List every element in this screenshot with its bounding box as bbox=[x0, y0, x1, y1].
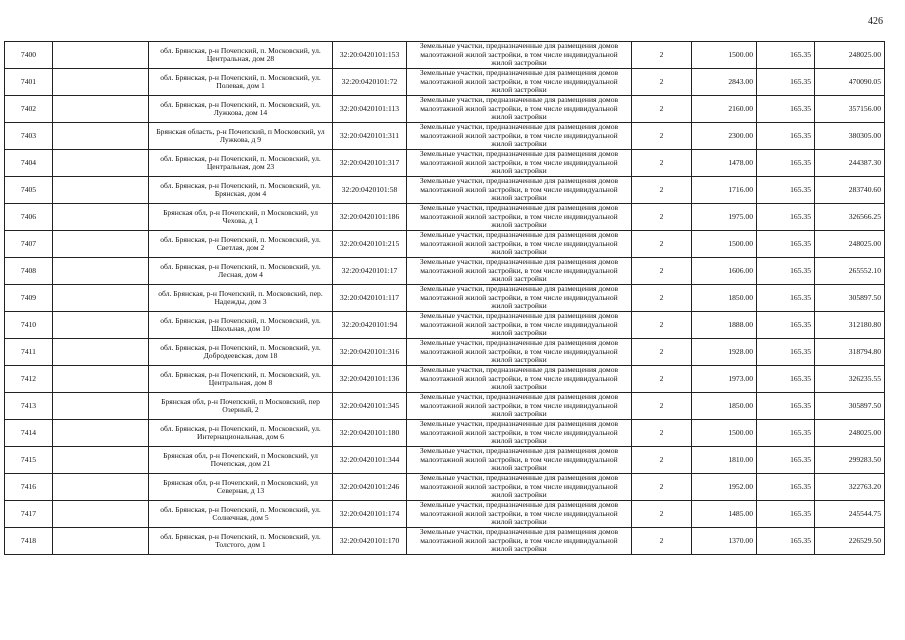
cadastral-number-cell: 32:20:0420101:72 bbox=[333, 69, 407, 96]
permitted-use-cell: Земельные участки, предназначенные для размещения домов малоэтажной жилой застройки, в том числе индивидуальной жилой застройки bbox=[407, 123, 632, 150]
address-cell: Брянская обл, р-н Почепский, п Московский, ул Чехова, д 1 bbox=[149, 204, 333, 231]
table-row bbox=[5, 69, 885, 96]
blank-cell bbox=[53, 501, 149, 528]
permitted-use-cell: Земельные участки, предназначенные для размещения домов малоэтажной жилой застройки, в том числе индивидуальной жилой застройки bbox=[407, 393, 632, 420]
area-cell: 1952.00 bbox=[692, 474, 757, 501]
category-cell: 2 bbox=[632, 231, 692, 258]
cadastral-number-cell: 32:20:0420101:344 bbox=[333, 447, 407, 474]
permitted-use-cell: Земельные участки, предназначенные для размещения домов малоэтажной жилой застройки, в том числе индивидуальной жилой застройки bbox=[407, 501, 632, 528]
cadastral-number-cell: 32:20:0420101:215 bbox=[333, 231, 407, 258]
permitted-use-cell: Земельные участки, предназначенные для размещения домов малоэтажной жилой застройки, в том числе индивидуальной жилой застройки bbox=[407, 285, 632, 312]
address-cell: обл. Брянская, р-н Почепский, п. Московский, ул. Добродеевская, дом 18 bbox=[149, 339, 333, 366]
area-cell: 1500.00 bbox=[692, 42, 757, 69]
category-cell: 2 bbox=[632, 96, 692, 123]
area-cell: 1716.00 bbox=[692, 177, 757, 204]
category-cell: 2 bbox=[632, 366, 692, 393]
category-cell: 2 bbox=[632, 285, 692, 312]
category-cell: 2 bbox=[632, 501, 692, 528]
unit-value-cell: 165.35 bbox=[757, 447, 815, 474]
permitted-use-cell: Земельные участки, предназначенные для размещения домов малоэтажной жилой застройки, в том числе индивидуальной жилой застройки bbox=[407, 96, 632, 123]
blank-cell bbox=[53, 96, 149, 123]
table-row bbox=[5, 528, 885, 555]
category-cell: 2 bbox=[632, 339, 692, 366]
cadastral-number-cell: 32:20:0420101:113 bbox=[333, 96, 407, 123]
unit-value-cell: 165.35 bbox=[757, 339, 815, 366]
area-cell: 1370.00 bbox=[692, 528, 757, 555]
cadastral-value-cell: 312180.80 bbox=[815, 312, 885, 339]
cadastral-value-cell: 226529.50 bbox=[815, 528, 885, 555]
category-cell: 2 bbox=[632, 204, 692, 231]
address-cell: обл. Брянская, р-н Почепский, п. Московский, ул. Лесная, дом 4 bbox=[149, 258, 333, 285]
table-row bbox=[5, 231, 885, 258]
permitted-use-cell: Земельные участки, предназначенные для размещения домов малоэтажной жилой застройки, в том числе индивидуальной жилой застройки bbox=[407, 69, 632, 96]
table-row bbox=[5, 123, 885, 150]
unit-value-cell: 165.35 bbox=[757, 69, 815, 96]
cadastral-number-cell: 32:20:0420101:174 bbox=[333, 501, 407, 528]
cadastral-value-cell: 265552.10 bbox=[815, 258, 885, 285]
cadastral-number-cell: 32:20:0420101:170 bbox=[333, 528, 407, 555]
permitted-use-cell: Земельные участки, предназначенные для размещения домов малоэтажной жилой застройки, в том числе индивидуальной жилой застройки bbox=[407, 312, 632, 339]
table-row bbox=[5, 366, 885, 393]
row-number-cell: 7415 bbox=[5, 447, 53, 474]
unit-value-cell: 165.35 bbox=[757, 258, 815, 285]
permitted-use-cell: Земельные участки, предназначенные для размещения домов малоэтажной жилой застройки, в том числе индивидуальной жилой застройки bbox=[407, 258, 632, 285]
cadastral-number-cell: 32:20:0420101:345 bbox=[333, 393, 407, 420]
area-cell: 1888.00 bbox=[692, 312, 757, 339]
row-number-cell: 7413 bbox=[5, 393, 53, 420]
cadastral-number-cell: 32:20:0420101:317 bbox=[333, 150, 407, 177]
address-cell: Брянская область, р-н Почепский, п Московский, ул Лужкова, д 9 bbox=[149, 123, 333, 150]
category-cell: 2 bbox=[632, 42, 692, 69]
area-cell: 2160.00 bbox=[692, 96, 757, 123]
blank-cell bbox=[53, 69, 149, 96]
table-row bbox=[5, 150, 885, 177]
blank-cell bbox=[53, 204, 149, 231]
cadastral-value-cell: 470090.05 bbox=[815, 69, 885, 96]
cadastral-number-cell: 32:20:0420101:117 bbox=[333, 285, 407, 312]
cadastral-number-cell: 32:20:0420101:17 bbox=[333, 258, 407, 285]
permitted-use-cell: Земельные участки, предназначенные для размещения домов малоэтажной жилой застройки, в том числе индивидуальной жилой застройки bbox=[407, 474, 632, 501]
row-number-cell: 7414 bbox=[5, 420, 53, 447]
page-number: 426 bbox=[868, 16, 883, 27]
area-cell: 2300.00 bbox=[692, 123, 757, 150]
blank-cell bbox=[53, 231, 149, 258]
permitted-use-cell: Земельные участки, предназначенные для размещения домов малоэтажной жилой застройки, в том числе индивидуальной жилой застройки bbox=[407, 528, 632, 555]
area-cell: 1500.00 bbox=[692, 231, 757, 258]
unit-value-cell: 165.35 bbox=[757, 528, 815, 555]
area-cell: 2843.00 bbox=[692, 69, 757, 96]
blank-cell bbox=[53, 366, 149, 393]
row-number-cell: 7407 bbox=[5, 231, 53, 258]
category-cell: 2 bbox=[632, 177, 692, 204]
table-body bbox=[5, 42, 885, 555]
row-number-cell: 7418 bbox=[5, 528, 53, 555]
category-cell: 2 bbox=[632, 258, 692, 285]
category-cell: 2 bbox=[632, 150, 692, 177]
permitted-use-cell: Земельные участки, предназначенные для размещения домов малоэтажной жилой застройки, в том числе индивидуальной жилой застройки bbox=[407, 366, 632, 393]
cadastral-value-cell: 248025.00 bbox=[815, 420, 885, 447]
cadastral-number-cell: 32:20:0420101:136 bbox=[333, 366, 407, 393]
category-cell: 2 bbox=[632, 312, 692, 339]
cadastral-value-cell: 244387.30 bbox=[815, 150, 885, 177]
table-row bbox=[5, 177, 885, 204]
address-cell: Брянская обл, р-н Почепский, п Московский, ул Почепская, дом 21 bbox=[149, 447, 333, 474]
area-cell: 1606.00 bbox=[692, 258, 757, 285]
cadastral-number-cell: 32:20:0420101:316 bbox=[333, 339, 407, 366]
row-number-cell: 7416 bbox=[5, 474, 53, 501]
category-cell: 2 bbox=[632, 69, 692, 96]
cadastral-value-cell: 357156.00 bbox=[815, 96, 885, 123]
table-row bbox=[5, 447, 885, 474]
blank-cell bbox=[53, 177, 149, 204]
unit-value-cell: 165.35 bbox=[757, 231, 815, 258]
address-cell: обл. Брянская, р-н Почепский, п. Московский, ул. Центральная, дом 8 bbox=[149, 366, 333, 393]
blank-cell bbox=[53, 474, 149, 501]
row-number-cell: 7417 bbox=[5, 501, 53, 528]
row-number-cell: 7411 bbox=[5, 339, 53, 366]
area-cell: 1975.00 bbox=[692, 204, 757, 231]
row-number-cell: 7401 bbox=[5, 69, 53, 96]
permitted-use-cell: Земельные участки, предназначенные для размещения домов малоэтажной жилой застройки, в том числе индивидуальной жилой застройки bbox=[407, 447, 632, 474]
unit-value-cell: 165.35 bbox=[757, 177, 815, 204]
category-cell: 2 bbox=[632, 447, 692, 474]
address-cell: обл. Брянская, р-н Почепский, п. Московский, пер. Надежды, дом 3 bbox=[149, 285, 333, 312]
permitted-use-cell: Земельные участки, предназначенные для размещения домов малоэтажной жилой застройки, в том числе индивидуальной жилой застройки bbox=[407, 177, 632, 204]
area-cell: 1850.00 bbox=[692, 393, 757, 420]
category-cell: 2 bbox=[632, 123, 692, 150]
land-registry-table bbox=[4, 41, 885, 555]
permitted-use-cell: Земельные участки, предназначенные для размещения домов малоэтажной жилой застройки, в том числе индивидуальной жилой застройки bbox=[407, 420, 632, 447]
table-row bbox=[5, 285, 885, 312]
cadastral-value-cell: 248025.00 bbox=[815, 42, 885, 69]
row-number-cell: 7408 bbox=[5, 258, 53, 285]
address-cell: Брянская обл, р-н Почепский, п Московский, пер Озерный, 2 bbox=[149, 393, 333, 420]
unit-value-cell: 165.35 bbox=[757, 123, 815, 150]
area-cell: 1478.00 bbox=[692, 150, 757, 177]
unit-value-cell: 165.35 bbox=[757, 42, 815, 69]
row-number-cell: 7410 bbox=[5, 312, 53, 339]
unit-value-cell: 165.35 bbox=[757, 204, 815, 231]
blank-cell bbox=[53, 393, 149, 420]
category-cell: 2 bbox=[632, 528, 692, 555]
cadastral-value-cell: 299283.50 bbox=[815, 447, 885, 474]
blank-cell bbox=[53, 312, 149, 339]
permitted-use-cell: Земельные участки, предназначенные для размещения домов малоэтажной жилой застройки, в том числе индивидуальной жилой застройки bbox=[407, 150, 632, 177]
unit-value-cell: 165.35 bbox=[757, 474, 815, 501]
blank-cell bbox=[53, 42, 149, 69]
table-row bbox=[5, 258, 885, 285]
table-row bbox=[5, 339, 885, 366]
cadastral-value-cell: 326566.25 bbox=[815, 204, 885, 231]
blank-cell bbox=[53, 285, 149, 312]
row-number-cell: 7402 bbox=[5, 96, 53, 123]
unit-value-cell: 165.35 bbox=[757, 285, 815, 312]
blank-cell bbox=[53, 420, 149, 447]
category-cell: 2 bbox=[632, 420, 692, 447]
cadastral-number-cell: 32:20:0420101:246 bbox=[333, 474, 407, 501]
cadastral-number-cell: 32:20:0420101:58 bbox=[333, 177, 407, 204]
row-number-cell: 7404 bbox=[5, 150, 53, 177]
unit-value-cell: 165.35 bbox=[757, 501, 815, 528]
cadastral-number-cell: 32:20:0420101:153 bbox=[333, 42, 407, 69]
address-cell: обл. Брянская, р-н Почепский, п. Московский, ул. Брянская, дом 4 bbox=[149, 177, 333, 204]
row-number-cell: 7405 bbox=[5, 177, 53, 204]
permitted-use-cell: Земельные участки, предназначенные для размещения домов малоэтажной жилой застройки, в том числе индивидуальной жилой застройки bbox=[407, 42, 632, 69]
blank-cell bbox=[53, 528, 149, 555]
address-cell: обл. Брянская, р-н Почепский, п. Московский, ул. Центральная, дом 28 bbox=[149, 42, 333, 69]
area-cell: 1928.00 bbox=[692, 339, 757, 366]
area-cell: 1973.00 bbox=[692, 366, 757, 393]
table-row bbox=[5, 312, 885, 339]
table-row bbox=[5, 96, 885, 123]
table-row bbox=[5, 204, 885, 231]
row-number-cell: 7403 bbox=[5, 123, 53, 150]
unit-value-cell: 165.35 bbox=[757, 366, 815, 393]
table-row bbox=[5, 501, 885, 528]
row-number-cell: 7409 bbox=[5, 285, 53, 312]
cadastral-number-cell: 32:20:0420101:94 bbox=[333, 312, 407, 339]
address-cell: обл. Брянская, р-н Почепский, п. Московский, ул. Школьная, дом 10 bbox=[149, 312, 333, 339]
address-cell: обл. Брянская, р-н Почепский, п. Московский, ул. Центральная, дом 23 bbox=[149, 150, 333, 177]
table-row bbox=[5, 393, 885, 420]
cadastral-value-cell: 248025.00 bbox=[815, 231, 885, 258]
area-cell: 1850.00 bbox=[692, 285, 757, 312]
address-cell: Брянская обл, р-н Почепский, п Московский, ул Северная, д 13 bbox=[149, 474, 333, 501]
cadastral-number-cell: 32:20:0420101:311 bbox=[333, 123, 407, 150]
cadastral-value-cell: 283740.60 bbox=[815, 177, 885, 204]
cadastral-number-cell: 32:20:0420101:186 bbox=[333, 204, 407, 231]
row-number-cell: 7406 bbox=[5, 204, 53, 231]
blank-cell bbox=[53, 150, 149, 177]
table-row bbox=[5, 474, 885, 501]
cadastral-value-cell: 305897.50 bbox=[815, 393, 885, 420]
table-row bbox=[5, 42, 885, 69]
cadastral-value-cell: 245544.75 bbox=[815, 501, 885, 528]
area-cell: 1485.00 bbox=[692, 501, 757, 528]
row-number-cell: 7412 bbox=[5, 366, 53, 393]
permitted-use-cell: Земельные участки, предназначенные для размещения домов малоэтажной жилой застройки, в том числе индивидуальной жилой застройки bbox=[407, 204, 632, 231]
cadastral-value-cell: 322763.20 bbox=[815, 474, 885, 501]
blank-cell bbox=[53, 447, 149, 474]
address-cell: обл. Брянская, р-н Почепский, п. Московский, ул. Интернациональная, дом 6 bbox=[149, 420, 333, 447]
cadastral-value-cell: 326235.55 bbox=[815, 366, 885, 393]
category-cell: 2 bbox=[632, 393, 692, 420]
unit-value-cell: 165.35 bbox=[757, 150, 815, 177]
address-cell: обл. Брянская, р-н Почепский, п. Московский, ул. Полевая, дом 1 bbox=[149, 69, 333, 96]
area-cell: 1500.00 bbox=[692, 420, 757, 447]
address-cell: обл. Брянская, р-н Почепский, п. Московский, ул. Лужкова, дом 14 bbox=[149, 96, 333, 123]
blank-cell bbox=[53, 339, 149, 366]
cadastral-value-cell: 318794.80 bbox=[815, 339, 885, 366]
unit-value-cell: 165.35 bbox=[757, 96, 815, 123]
blank-cell bbox=[53, 258, 149, 285]
row-number-cell: 7400 bbox=[5, 42, 53, 69]
unit-value-cell: 165.35 bbox=[757, 420, 815, 447]
permitted-use-cell: Земельные участки, предназначенные для размещения домов малоэтажной жилой застройки, в том числе индивидуальной жилой застройки bbox=[407, 339, 632, 366]
address-cell: обл. Брянская, р-н Почепский, п. Московский, ул. Солнечная, дом 5 bbox=[149, 501, 333, 528]
blank-cell bbox=[53, 123, 149, 150]
unit-value-cell: 165.35 bbox=[757, 312, 815, 339]
table-row bbox=[5, 420, 885, 447]
unit-value-cell: 165.35 bbox=[757, 393, 815, 420]
cadastral-number-cell: 32:20:0420101:180 bbox=[333, 420, 407, 447]
area-cell: 1810.00 bbox=[692, 447, 757, 474]
address-cell: обл. Брянская, р-н Почепский, п. Московский, ул. Толстого, дом 1 bbox=[149, 528, 333, 555]
cadastral-value-cell: 305897.50 bbox=[815, 285, 885, 312]
address-cell: обл. Брянская, р-н Почепский, п. Московский, ул. Светлая, дом 2 bbox=[149, 231, 333, 258]
cadastral-value-cell: 380305.00 bbox=[815, 123, 885, 150]
permitted-use-cell: Земельные участки, предназначенные для размещения домов малоэтажной жилой застройки, в том числе индивидуальной жилой застройки bbox=[407, 231, 632, 258]
category-cell: 2 bbox=[632, 474, 692, 501]
